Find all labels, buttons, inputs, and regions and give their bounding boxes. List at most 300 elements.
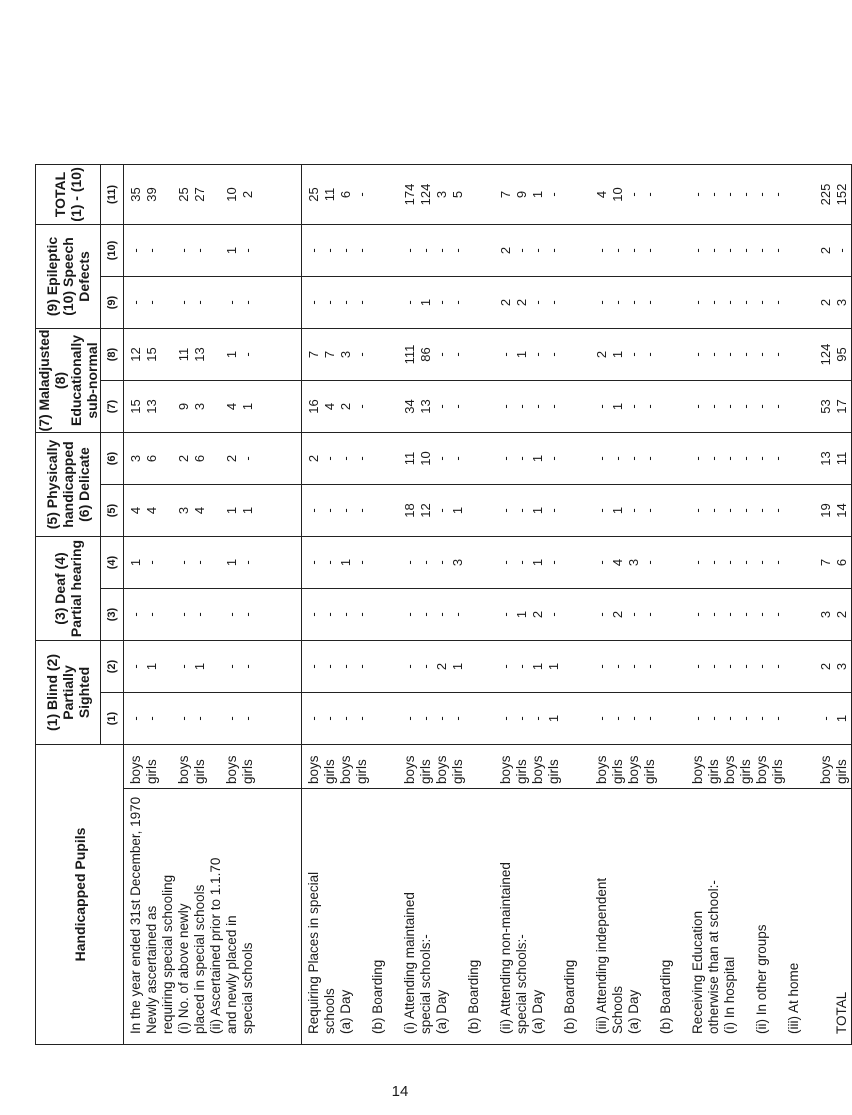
cell-line: - (498, 716, 513, 721)
cell-line: - (738, 352, 753, 357)
cell-line: - (514, 560, 529, 565)
cell-line: - (402, 716, 417, 721)
value-column (302, 164, 852, 224)
value-column (124, 485, 302, 537)
cell-line: - (546, 456, 561, 461)
cell-line: - (642, 508, 657, 513)
cell-line: - (354, 352, 369, 357)
cell-line: 9 (176, 402, 191, 411)
cell-line (386, 433, 402, 484)
cell-line: - (434, 352, 449, 357)
cell-line (466, 329, 482, 380)
cell-line (386, 485, 402, 536)
cell-line: girls (610, 759, 625, 784)
cell-line (578, 225, 594, 276)
cell-line: 1 (530, 662, 545, 671)
cell-line: - (738, 664, 753, 669)
cell-line: 25 (306, 187, 321, 202)
cell-line: 10 (224, 187, 239, 202)
cell-line (802, 165, 818, 224)
cell-line (674, 797, 690, 1034)
cell-line: - (418, 716, 433, 721)
cell-line: 3 (338, 350, 353, 359)
cell-line: requiring special schooling (160, 874, 175, 1034)
header-total: TOTAL (1) - (10) (36, 164, 101, 224)
cell-line: 11 (322, 187, 337, 202)
cell-line: - (144, 560, 159, 565)
cell-line: - (754, 352, 769, 357)
cell-line: 111 (402, 344, 417, 365)
cell-line: - (418, 560, 433, 565)
cell-line (466, 381, 482, 432)
cell-line: and newly placed in (224, 915, 239, 1034)
cell-line: - (144, 248, 159, 253)
cell-line: - (224, 664, 239, 669)
cell-line: 2 (176, 454, 191, 463)
cell-line (674, 381, 690, 432)
cell-line: - (706, 716, 721, 721)
cell-line (386, 797, 402, 1034)
cell-line: 2 (240, 190, 255, 199)
col-number: (4) (101, 537, 124, 589)
cell-line: - (514, 248, 529, 253)
value-column (124, 329, 302, 381)
cell-line: - (690, 456, 705, 461)
cell-line: - (770, 192, 785, 197)
cell-line (370, 693, 386, 744)
cell-line: 53 (818, 399, 833, 414)
cell-line (208, 165, 224, 224)
cell-line: 4 (128, 506, 143, 515)
value-column (124, 164, 302, 224)
cell-line: 1 (530, 506, 545, 515)
cell-line (578, 641, 594, 692)
cell-line: 1 (450, 506, 465, 515)
cell-line (160, 537, 176, 588)
cell-line: - (546, 352, 561, 357)
cell-line: 6 (192, 454, 207, 463)
cell-line (674, 749, 690, 784)
cell-line: 3 (626, 558, 641, 567)
cell-line: - (224, 612, 239, 617)
cell-line (770, 797, 786, 1034)
cell-line: - (240, 612, 255, 617)
cell-line: - (144, 612, 159, 617)
cell-line (578, 329, 594, 380)
cell-line: - (722, 560, 737, 565)
cell-line (786, 641, 802, 692)
cell-line: - (498, 612, 513, 617)
cell-line: - (192, 560, 207, 565)
cell-line (208, 329, 224, 380)
cell-line: - (144, 300, 159, 305)
cell-line (578, 749, 594, 784)
cell-line: - (722, 508, 737, 513)
col-number: (5) (101, 485, 124, 537)
cell-line: - (738, 456, 753, 461)
cell-line (160, 693, 176, 744)
col-number: (1) (101, 693, 124, 745)
cell-line (658, 749, 674, 784)
cell-line: - (642, 192, 657, 197)
cell-line: - (706, 456, 721, 461)
cell-line: boys (530, 755, 545, 784)
cell-line: - (402, 248, 417, 253)
cell-line (786, 329, 802, 380)
cell-line (802, 589, 818, 640)
cell-line: - (594, 456, 609, 461)
cell-line: - (224, 300, 239, 305)
cell-line (802, 693, 818, 744)
cell-line: girls (450, 759, 465, 784)
col-number: (3) (101, 589, 124, 641)
value-column (124, 433, 302, 485)
cell-line: - (642, 300, 657, 305)
cell-line (786, 381, 802, 432)
cell-line (658, 537, 674, 588)
header-deaf-partial: (3) Deaf (4) Partial hearing (36, 537, 101, 641)
section-row (124, 164, 302, 1044)
cell-line: - (338, 612, 353, 617)
cell-line: - (514, 716, 529, 721)
cell-line: 2 (818, 246, 833, 255)
cell-line (386, 329, 402, 380)
header-epileptic-speech: (9) Epileptic (10) Speech Defects (36, 224, 101, 328)
cell-line: - (642, 352, 657, 357)
cell-line: - (754, 300, 769, 305)
cell-line: - (690, 716, 705, 721)
cell-line: - (754, 560, 769, 565)
cell-line: - (176, 612, 191, 617)
cell-line: - (498, 560, 513, 565)
cell-line (562, 329, 578, 380)
cell-line (386, 537, 402, 588)
cell-line: - (642, 248, 657, 253)
cell-line: 1 (192, 662, 207, 671)
cell-line: In the year ended 31st December, 1970 (128, 796, 143, 1034)
cell-line: - (128, 716, 143, 721)
cell-line (578, 693, 594, 744)
cell-line: 13 (192, 347, 207, 362)
cell-line: 152 (834, 183, 849, 206)
cell-line: - (770, 456, 785, 461)
cell-line: - (450, 456, 465, 461)
cell-line (160, 641, 176, 692)
cell-line: - (192, 716, 207, 721)
cell-line (786, 589, 802, 640)
cell-line: 1 (224, 506, 239, 515)
cell-line: boys (224, 755, 239, 784)
cell-line: 1 (610, 506, 625, 515)
cell-line (466, 485, 482, 536)
cell-line: - (626, 300, 641, 305)
cell-line: - (738, 192, 753, 197)
value-column (124, 381, 302, 433)
cell-line (370, 225, 386, 276)
cell-line: (ii) Ascertained prior to 1.1.70 (208, 857, 223, 1034)
cell-line: boys (498, 755, 513, 784)
cell-line (658, 225, 674, 276)
cell-line: - (434, 612, 449, 617)
cell-line (562, 165, 578, 224)
value-column (124, 224, 302, 276)
cell-line: girls (418, 759, 433, 784)
cell-line: 2 (514, 298, 529, 307)
value-column (124, 277, 302, 329)
cell-line: - (690, 612, 705, 617)
cell-line: - (722, 456, 737, 461)
cell-line: 2 (818, 662, 833, 671)
cell-line (658, 485, 674, 536)
cell-line: - (738, 612, 753, 617)
value-column (124, 693, 302, 745)
cell-line (466, 641, 482, 692)
cell-line (160, 329, 176, 380)
cell-line (160, 485, 176, 536)
cell-line (802, 381, 818, 432)
cell-line (674, 433, 690, 484)
cell-line: - (770, 404, 785, 409)
cell-line: - (706, 300, 721, 305)
cell-line: - (338, 508, 353, 513)
cell-line: 1 (514, 610, 529, 619)
cell-line: - (402, 300, 417, 305)
cell-line: 12 (418, 503, 433, 518)
cell-line: - (402, 612, 417, 617)
cell-line (482, 485, 498, 536)
cell-line: girls (354, 759, 369, 784)
cell-line: girls (706, 759, 721, 784)
cell-line: - (594, 716, 609, 721)
cell-line: 1 (240, 402, 255, 411)
cell-line: 2 (498, 246, 513, 255)
cell-line: 6 (338, 190, 353, 199)
cell-line: - (722, 716, 737, 721)
cell-line: - (770, 612, 785, 617)
cell-line (208, 693, 224, 744)
cell-line: 86 (418, 347, 433, 362)
cell-line: - (418, 664, 433, 669)
cell-line (482, 749, 498, 784)
cell-line (160, 433, 176, 484)
cell-line (674, 589, 690, 640)
cell-line (674, 537, 690, 588)
cell-line: - (754, 716, 769, 721)
cell-line: - (626, 716, 641, 721)
cell-line: - (738, 404, 753, 409)
cell-line (786, 433, 802, 484)
cell-line (578, 589, 594, 640)
cell-line: - (354, 612, 369, 617)
cell-line (658, 381, 674, 432)
cell-line (466, 537, 482, 588)
cell-line: - (530, 352, 545, 357)
sex-labels (124, 745, 302, 789)
cell-line (802, 329, 818, 380)
value-column (302, 485, 852, 537)
cell-line: - (434, 560, 449, 565)
cell-line: 1 (546, 714, 561, 723)
cell-line: 2 (530, 610, 545, 619)
cell-line (802, 537, 818, 588)
cell-line (802, 225, 818, 276)
cell-line: - (354, 560, 369, 565)
cell-line: - (626, 404, 641, 409)
cell-line: (iii) Attending independent (594, 877, 609, 1034)
cell-line: - (642, 404, 657, 409)
cell-line: - (240, 456, 255, 461)
cell-line: 3 (192, 402, 207, 411)
cell-line: 11 (834, 451, 849, 466)
cell-line: - (322, 664, 337, 669)
cell-line (578, 485, 594, 536)
cell-line: - (818, 716, 833, 721)
cell-line (562, 225, 578, 276)
cell-line: - (434, 456, 449, 461)
cell-line: boys (338, 755, 353, 784)
cell-line: - (240, 716, 255, 721)
cell-line (482, 225, 498, 276)
cell-line (386, 589, 402, 640)
cell-line: 3 (818, 610, 833, 619)
cell-line: 6 (834, 558, 849, 567)
value-column (302, 641, 852, 693)
cell-line: 1 (418, 298, 433, 307)
cell-line: boys (594, 755, 609, 784)
cell-line: - (594, 508, 609, 513)
cell-line: - (450, 300, 465, 305)
cell-line: 1 (530, 454, 545, 463)
row-labels (302, 789, 852, 1045)
col-number: (6) (101, 433, 124, 485)
cell-line: - (354, 300, 369, 305)
cell-line: - (594, 300, 609, 305)
cell-line (562, 589, 578, 640)
cell-line: 4 (610, 558, 625, 567)
cell-line: 2 (834, 610, 849, 619)
cell-line (370, 381, 386, 432)
cell-line (818, 797, 834, 1034)
cell-line: - (546, 508, 561, 513)
cell-line: 13 (418, 399, 433, 414)
cell-line (466, 225, 482, 276)
cell-line: boys (176, 755, 191, 784)
cell-line (546, 797, 562, 1034)
cell-line (674, 277, 690, 328)
cell-line: - (722, 612, 737, 617)
cell-line: - (706, 192, 721, 197)
cell-line (370, 641, 386, 692)
cell-line (208, 749, 224, 784)
cell-line: (iii) At home (786, 962, 801, 1034)
cell-line (386, 277, 402, 328)
cell-line: 1 (224, 350, 239, 359)
cell-line: 1 (610, 402, 625, 411)
handicapped-pupils-table (35, 164, 852, 1045)
col-number: (8) (101, 329, 124, 381)
cell-line: 1 (144, 662, 159, 671)
cell-line: special schools:- (514, 934, 529, 1034)
cell-line: - (642, 664, 657, 669)
cell-line (562, 749, 578, 784)
cell-line: 4 (144, 506, 159, 515)
cell-line (802, 641, 818, 692)
cell-line: - (434, 248, 449, 253)
cell-line: 2 (306, 454, 321, 463)
cell-line: - (354, 664, 369, 669)
cell-line (562, 693, 578, 744)
cell-line: - (530, 716, 545, 721)
value-column (124, 537, 302, 589)
cell-line: - (338, 248, 353, 253)
col-number: (2) (101, 641, 124, 693)
value-column (302, 224, 852, 276)
cell-line: - (690, 664, 705, 669)
cell-line: - (690, 508, 705, 513)
cell-line (208, 641, 224, 692)
cell-line: 4 (224, 402, 239, 411)
cell-line (674, 225, 690, 276)
cell-line (386, 641, 402, 692)
cell-line: boys (128, 755, 143, 784)
cell-line: boys (722, 755, 737, 784)
cell-line (160, 749, 176, 784)
cell-line: - (594, 560, 609, 565)
cell-line (578, 797, 594, 1034)
cell-line (208, 589, 224, 640)
cell-line: - (128, 248, 143, 253)
cell-line: - (240, 352, 255, 357)
cell-line: 1 (224, 246, 239, 255)
cell-line: - (754, 508, 769, 513)
cell-line: - (176, 664, 191, 669)
cell-line: - (434, 508, 449, 513)
cell-line: 18 (402, 503, 417, 518)
cell-line (578, 277, 594, 328)
cell-line: girls (738, 759, 753, 784)
cell-line: (b) Boarding (562, 959, 577, 1034)
cell-line (208, 225, 224, 276)
cell-line (386, 165, 402, 224)
cell-line: placed in special schools (192, 884, 207, 1034)
cell-line (658, 641, 674, 692)
cell-line: 13 (818, 451, 833, 466)
cell-line: 12 (128, 347, 143, 362)
cell-line: - (626, 192, 641, 197)
cell-line: - (738, 716, 753, 721)
cell-line: girls (546, 759, 561, 784)
cell-line: 7 (498, 190, 513, 199)
cell-line: - (610, 664, 625, 669)
cell-line: 2 (498, 298, 513, 307)
cell-line: 2 (594, 350, 609, 359)
cell-line: - (594, 248, 609, 253)
cell-line (642, 797, 658, 1034)
row-labels (124, 789, 302, 1045)
value-column (302, 329, 852, 381)
cell-line: 174 (402, 183, 417, 206)
cell-line (160, 589, 176, 640)
cell-line: - (546, 612, 561, 617)
cell-line: - (642, 716, 657, 721)
cell-line: 1 (530, 190, 545, 199)
cell-line (370, 277, 386, 328)
cell-line (386, 749, 402, 784)
cell-line: 1 (450, 662, 465, 671)
cell-line: 7 (306, 350, 321, 359)
cell-line: - (322, 560, 337, 565)
cell-line: - (594, 612, 609, 617)
